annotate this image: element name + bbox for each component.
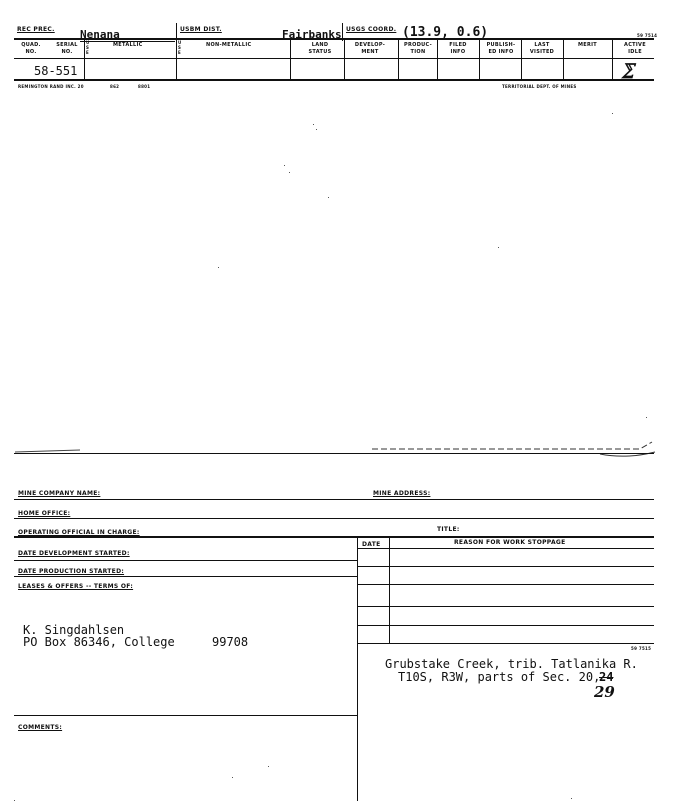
card-top-edge: [0, 440, 678, 460]
reason-row-3: [357, 606, 654, 607]
serial-no-label: SERIAL NO.: [56, 42, 78, 55]
col-line-8: [521, 39, 522, 79]
speck: [498, 247, 499, 248]
speck: [313, 124, 314, 125]
home-office-label: HOME OFFICE:: [18, 510, 71, 517]
row-rule-4: [14, 560, 357, 561]
comments-rule: [14, 715, 357, 716]
date-col-label: DATE: [362, 541, 381, 548]
development-label: DEVELOP- MENT: [354, 42, 386, 55]
row-rule-2: [14, 518, 654, 519]
date-production-label: DATE PRODUCTION STARTED:: [18, 568, 125, 575]
card-bottom-rule: [14, 79, 654, 81]
reason-row-5: [357, 643, 654, 644]
col-line-4: [344, 39, 345, 79]
heading-bottom-rule: [14, 58, 654, 59]
table-divider: [357, 536, 358, 801]
reason-col-label: REASON FOR WORK STOPPAGE: [454, 539, 566, 546]
speck: [646, 417, 647, 418]
active-idle-label: ACTIVE IDLE: [624, 42, 646, 55]
printer-code-1: 862: [110, 84, 120, 89]
location-line-1: Grubstake Creek, trib. Tatlanika R.: [385, 657, 638, 671]
reason-row-1: [357, 566, 654, 567]
col-line-7: [479, 39, 480, 79]
department-imprint: TERRITORIAL DEPT. OF MINES: [502, 84, 577, 89]
location-line-2: T10S, R3W, parts of Sec. 20,: [398, 670, 601, 684]
col-line-9: [563, 39, 564, 79]
reason-row-2: [357, 584, 654, 585]
reason-header-rule: [357, 548, 654, 549]
metallic-label: METALLIC: [113, 42, 143, 48]
struck-section-number: 24: [599, 670, 614, 684]
bottom-form-number: 59 7515: [631, 646, 652, 651]
mine-address-label: MINE ADDRESS:: [373, 490, 431, 497]
col-line-6: [437, 39, 438, 79]
land-status-label: LAND STATUS: [308, 42, 332, 55]
row-rule-1: [14, 499, 654, 500]
merit-label: MERIT: [578, 42, 598, 48]
corrected-section-number: 29: [594, 683, 615, 701]
top-card: [0, 0, 678, 100]
lessee-address: PO Box 86346, College: [23, 635, 175, 649]
row-rule-3: [14, 536, 654, 538]
header-rule: [14, 38, 654, 40]
usgs-coord-label: USGS COORD.: [346, 26, 397, 33]
production-label: PRODUC- TION: [404, 42, 432, 55]
speck: [284, 165, 285, 166]
quad-no-label: QUAD. NO.: [21, 42, 41, 55]
bottom-card: [0, 440, 678, 805]
row-rule-5: [14, 576, 357, 577]
active-idle-mark: ⅀: [622, 60, 634, 79]
date-development-label: DATE DEVELOPMENT STARTED:: [18, 550, 130, 557]
published-info-label: PUBLISH- ED INFO: [486, 42, 516, 55]
use-metallic-label: U S E: [86, 40, 90, 55]
lessee-zip: 99708: [212, 635, 249, 649]
row-rule-0: [14, 453, 654, 454]
use-nonmetallic-label: U S E: [178, 40, 182, 55]
printer-code-2: 8801: [138, 84, 151, 89]
col-line-3: [290, 39, 291, 79]
usbm-dist-label: USBM DIST.: [180, 26, 222, 33]
speck: [612, 113, 613, 114]
last-visited-label: LAST VISITED: [529, 42, 555, 55]
filed-info-label: FILED INFO: [449, 42, 467, 55]
operating-official-label: OPERATING OFFICIAL IN CHARGE:: [18, 529, 140, 536]
usgs-coord-value: (13.9, 0.6): [402, 25, 489, 40]
top-form-number: 59 7514: [637, 33, 658, 38]
col-line-5: [398, 39, 399, 79]
leases-label: LEASES & OFFERS -- TERMS OF:: [18, 583, 134, 590]
title-label: TITLE:: [437, 526, 460, 533]
col-line-2: [176, 39, 177, 79]
comments-label: COMMENTS:: [18, 724, 63, 731]
col-line-10: [612, 39, 613, 79]
speck: [328, 197, 329, 198]
lessee-name: K. Singdahlsen: [23, 623, 125, 637]
col-line-1: [84, 39, 85, 79]
date-col-divider: [389, 536, 390, 644]
speck: [218, 267, 219, 268]
speck: [289, 172, 290, 173]
rec-prec-label: REC PREC.: [17, 26, 55, 33]
non-metallic-label: NON-METALLIC: [206, 42, 252, 48]
usbm-dist-value: Fairbanks: [282, 28, 342, 41]
mine-company-name-label: MINE COMPANY NAME:: [18, 490, 101, 497]
rec-prec-value: Nenana: [80, 28, 120, 41]
speck: [316, 129, 317, 130]
quad-serial-value: 58-551: [34, 64, 78, 78]
reason-row-4: [357, 625, 654, 626]
printer-imprint: REMINGTON RAND INC. 20: [18, 84, 84, 89]
